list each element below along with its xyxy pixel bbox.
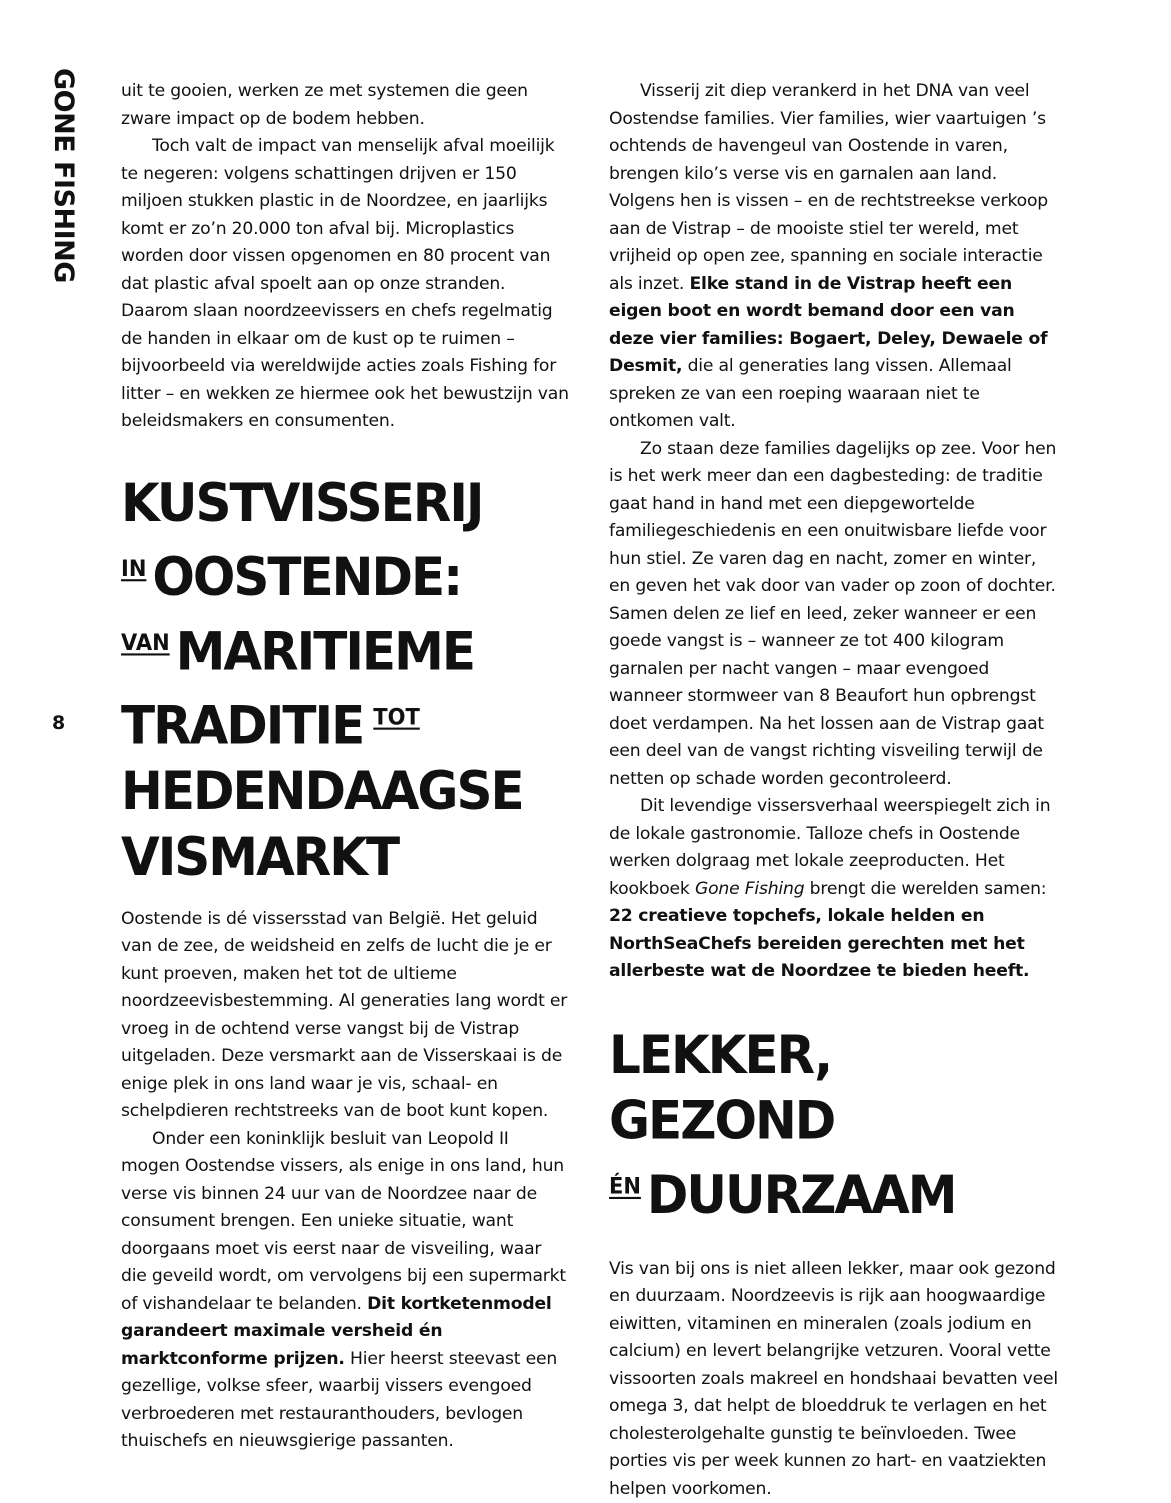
heading-line bbox=[121, 535, 571, 609]
heading-line: KUSTVISSERIJ bbox=[121, 470, 571, 536]
paragraph: Toch valt de impact van menselijk afval moeilijk te negeren: volgens schattingen drijven er 150 miljoen stukken plastic in de Noordzee, en jaarlijks komt er zo’n 20.000 ton afval bij. Microplastics worden door vissen opgenomen en 80 procent van dat plastic afval spoelt aan op onze stranden. Daarom slaan noordzeevissers en chefs regelmatig de handen in elkaar om de kust op te ruimen – bijvoorbeeld via wereldwijde acties zoals Fishing for litter – en wekken ze hiermee ook het bewustzijn van beleidsmakers en consumenten. bbox=[121, 133, 571, 436]
book-title: Gone Fishing bbox=[695, 879, 804, 899]
running-header-text: GONE FISHING bbox=[46, 68, 80, 283]
heading-line: LEKKER, GEZOND bbox=[609, 1022, 1059, 1153]
paragraph-bold-text: Dit kortketenmodel garandeert maximale versheid én marktconforme prijzen. bbox=[121, 1294, 552, 1369]
section-heading-lekker-gezond bbox=[609, 1022, 1059, 1228]
paragraph bbox=[121, 1126, 571, 1456]
heading-line bbox=[121, 684, 571, 758]
heading-line: VISMARKT bbox=[121, 824, 571, 890]
paragraph-text: brengt die werelden samen: bbox=[804, 879, 1046, 899]
paragraph bbox=[609, 78, 1059, 436]
heading-connector: ÉN bbox=[609, 1173, 641, 1198]
paragraph-text: Onder een koninklijk besluit van Leopold II mogen Oostendse vissers, als enige in ons land, hun verse vis binnen 24 uur van de Noordzee naar de consument brengen. Een unieke situatie, want doorgaans moet vis eerst naar de visveiling, waar die geveild wordt, om vervolgens bij een supermarkt of vishandelaar te belanden. bbox=[121, 1129, 566, 1314]
paragraph: Vis van bij ons is niet alleen lekker, maar ook gezond en duurzaam. Noordzeevis is rijk aan hoogwaardige eiwitten, vitaminen en mineralen (zoals jodium en calcium) en levert belangrijke vetzuren. Vooral vette vissoorten zoals makreel en hondshaai bevatten veel omega 3, dat helpt de bloeddruk te verlagen en het cholesterolgehalte gunstig te beïnvloeden. Twee porties vis per week kunnen zo hart- en vaatziekten helpen voorkomen. bbox=[609, 1256, 1059, 1503]
heading-word: DUURZAAM bbox=[647, 1164, 956, 1225]
heading-line: HEDENDAAGSE bbox=[121, 758, 571, 824]
paragraph-text: Visserij zit diep verankerd in het DNA van veel Oostendse families. Vier families, wier vaartuigen ’s ochtends de havengeul van Oostende in varen, brengen kilo’s verse vis en garnalen aan land. Volgens hen is vissen – en de rechtstreekse verkoop aan de Vistrap – de mooiste stiel ter wereld, met vrijheid op open zee, spanning en sociale interactie als inzet. bbox=[609, 81, 1048, 294]
heading-word: MARITIEME bbox=[176, 620, 474, 681]
section-heading-kustvisserij bbox=[121, 470, 571, 890]
left-column bbox=[121, 78, 571, 1456]
paragraph-text: Dit levendige vissersverhaal weerspiegelt zich in de lokale gastronomie. Talloze chefs in Oostende werken dolgraag met lokale zeeproducten. Het kookboek bbox=[609, 796, 1050, 899]
right-column bbox=[609, 78, 1059, 1503]
heading-word: OOSTENDE: bbox=[152, 546, 461, 607]
page-number: 8 bbox=[52, 712, 65, 734]
paragraph-text: Hier heerst steevast een gezellige, volkse sfeer, waarbij vissers evengoed verbroederen met restauranthouders, bevlogen thuischefs en nieuwsgierige passanten. bbox=[121, 1349, 557, 1452]
paragraph-bold-text: Elke stand in de Vistrap heeft een eigen boot en wordt bemand door een van deze vier families: Bogaert, Deley, Dewaele of Desmit, bbox=[609, 274, 1047, 377]
paragraph: uit te gooien, werken ze met systemen die geen zware impact op de bodem hebben. bbox=[121, 78, 571, 133]
heading-connector: TOT bbox=[373, 704, 420, 729]
paragraph bbox=[609, 793, 1059, 986]
heading-line bbox=[121, 609, 571, 683]
heading-line bbox=[609, 1153, 1059, 1227]
heading-connector: VAN bbox=[121, 630, 170, 655]
heading-word: TRADITIE bbox=[121, 694, 363, 755]
heading-connector: IN bbox=[121, 555, 146, 580]
paragraph: Zo staan deze families dagelijks op zee. Voor hen is het werk meer dan een dagbesteding: de traditie gaat hand in hand met een diepgewortelde familiegeschiedenis en een onuitwisbare liefde voor hun stiel. Ze varen dag en nacht, zomer en winter, en geven het vak door van vader op zoon of dochter. Samen delen ze lief en leed, zeker wanneer er een goede vangst is – wanneer ze tot 400 kilogram garnalen per nacht vangen – maar evengoed wanneer stormweer van 8 Beaufort hun opbrengst doet verdampen. Na het lossen aan de Vistrap gaat een deel van de vangst richting visveiling terwijl de netten op schade worden gecontroleerd. bbox=[609, 436, 1059, 794]
paragraph: Oostende is dé vissersstad van België. Het geluid van de zee, de weidsheid en zelfs de lucht die je er kunt proeven, maken het tot de ultieme noordzeevisbestemming. Al generaties lang wordt er vroeg in de ochtend verse vangst bij de Vistrap uitgeladen. Deze versmarkt aan de Visserskaai is de enige plek in ons land waar je vis, schaal- en schelpdieren rechtstreeks van de boot kunt kopen. bbox=[121, 906, 571, 1126]
running-header bbox=[46, 68, 86, 258]
paragraph-bold-text: 22 creatieve topchefs, lokale helden en NorthSeaChefs bereiden gerechten met het allerbeste wat de Noordzee te bieden heeft. bbox=[609, 906, 1029, 981]
paragraph-text: die al generaties lang vissen. Allemaal spreken ze van een roeping waaraan niet te ontkomen valt. bbox=[609, 356, 1012, 431]
